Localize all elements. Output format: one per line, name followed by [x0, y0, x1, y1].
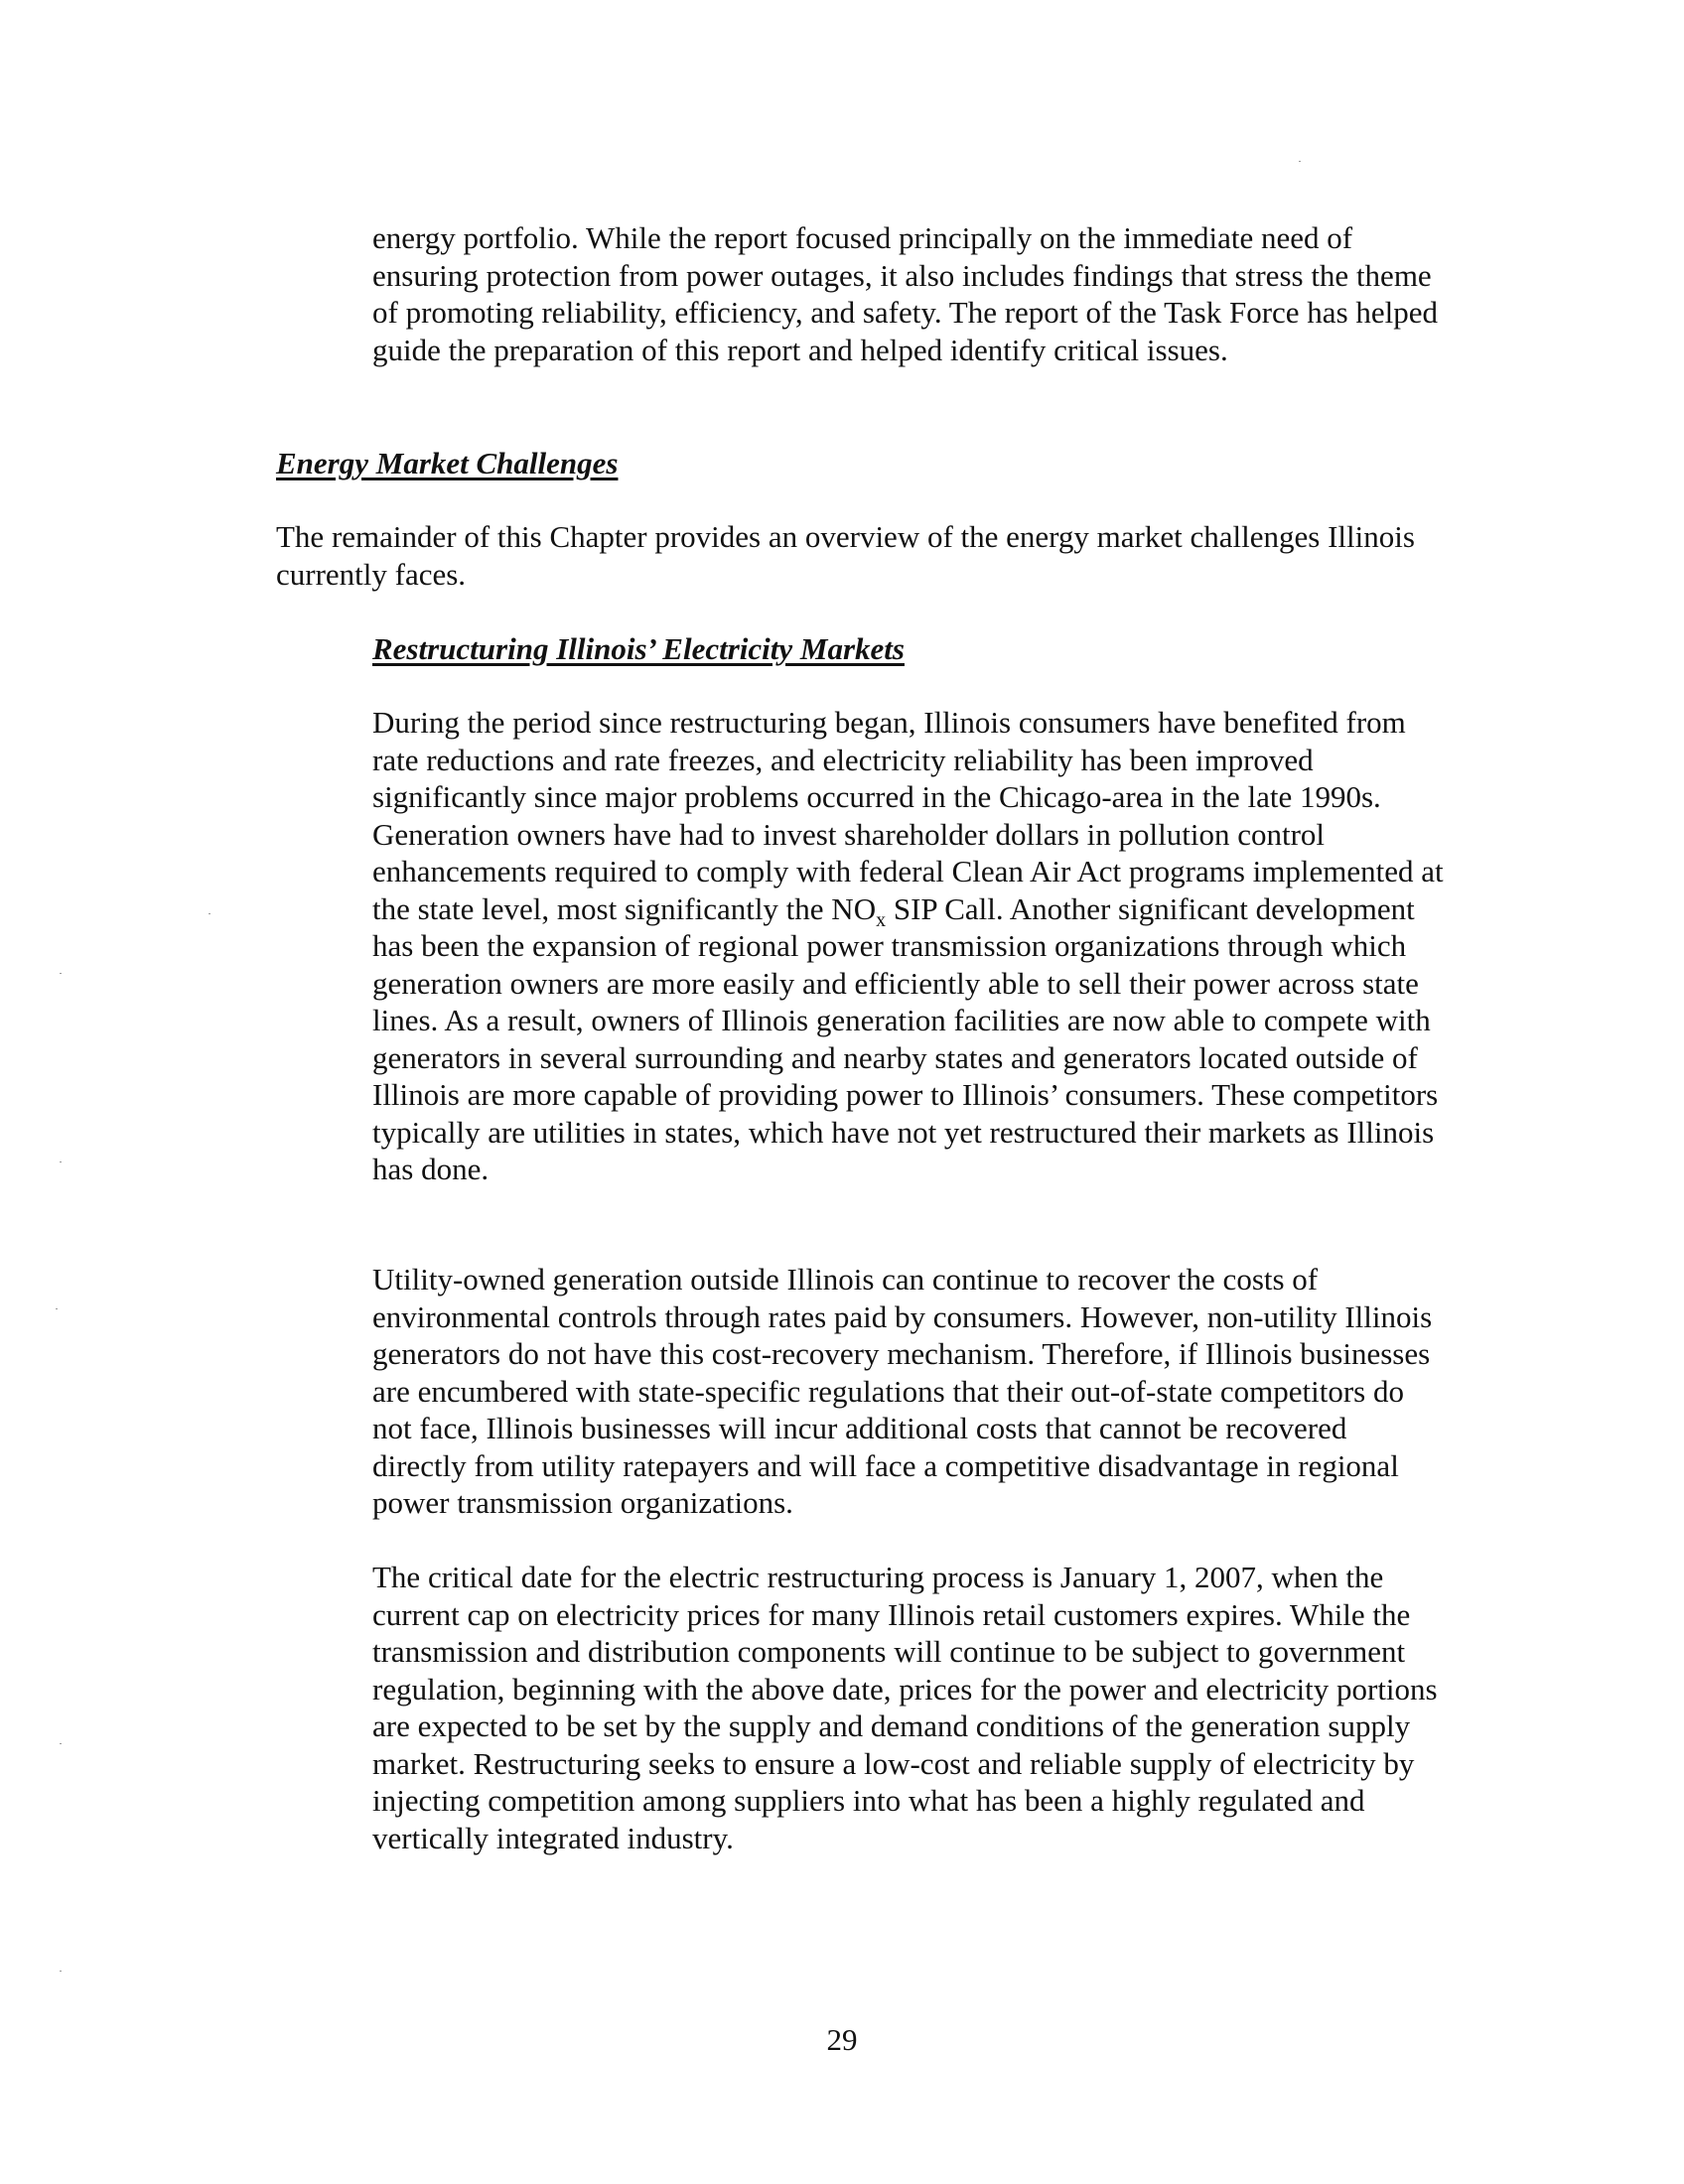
- scan-speck: [56, 1308, 58, 1309]
- scan-speck: [209, 913, 210, 914]
- page-number: 29: [826, 2022, 858, 2057]
- restructuring-paragraph-2: Utility-owned generation outside Illinois can continue to recover the costs of environmental controls through rates paid by consumers. However, non-utility Illinois generators do not have this cost-recovery mechanism. Therefore, if Illinois businesses are encumbered with state-specific regulations that their out-of-state competitors do not face, Illinois businesses will incur additional costs that cannot be recovered directly from utility ratepayers and will face a competitive disadvantage in regional power transmission organizations.: [372, 1262, 1433, 1520]
- intro-paragraph: energy portfolio. While the report focused principally on the immediate need of ensuring protection from power outages, it also includes findings that stress the theme of promoting reliability, efficiency, and safety. The report of the Task Force has helped guide the preparation of this report and helped identify critical issues.: [372, 220, 1439, 367]
- section-intro-paragraph: The remainder of this Chapter provides an overview of the energy market challenges Illinois currently faces.: [276, 519, 1415, 592]
- section-heading: Energy Market Challenges: [276, 446, 619, 480]
- scan-speck: [60, 1161, 62, 1162]
- scan-speck: [1299, 161, 1301, 162]
- restructuring-paragraph-1: [372, 704, 1445, 1188]
- restructuring-paragraph-3: The critical date for the electric restructuring process is January 1, 2007, when the current cap on electricity prices for many Illinois retail customers expires. While the transmission and distribution components will continue to be subject to government regulation, beginning with the above date, prices for the power and electricity portions are expected to be set by the supply and demand conditions of the generation supply market. Restructuring seeks to ensure a low-cost and reliable supply of electricity by injecting competition among suppliers into what has been a highly regulated and vertically integrated industry.: [372, 1560, 1438, 1855]
- paragraph-1-text-b: SIP Call. Another significant development has been the expansion of regional power transmission organizations through which generation owners are more easily and efficiently able to sell their power across state lines. As a result, owners of Illinois generation facilities are now able to compete with generators in several surrounding and nearby states and generators located outside of Illinois are more capable of providing power to Illinois’ consumers. These competitors typically are utilities in states, which have not yet restructured their markets as Illinois has done.: [372, 890, 1439, 1186]
- nox-subscript: x: [876, 908, 887, 931]
- scan-speck: [60, 1971, 62, 1972]
- scan-speck: [60, 973, 62, 974]
- subsection-heading: Restructuring Illinois’ Electricity Markets: [372, 631, 905, 666]
- paragraph-1-text-a: During the period since restructuring began, Illinois consumers have benefited from rate reductions and rate freezes, and electricity reliability has been improved significantly since major problems occurred in the Chicago-area in the late 1990s. Generation owners have had to invest shareholder dollars in pollution control enhancements required to comply with federal Clean Air Act programs implemented at the state level, most significantly the NO: [372, 705, 1444, 926]
- scan-speck: [60, 1743, 62, 1744]
